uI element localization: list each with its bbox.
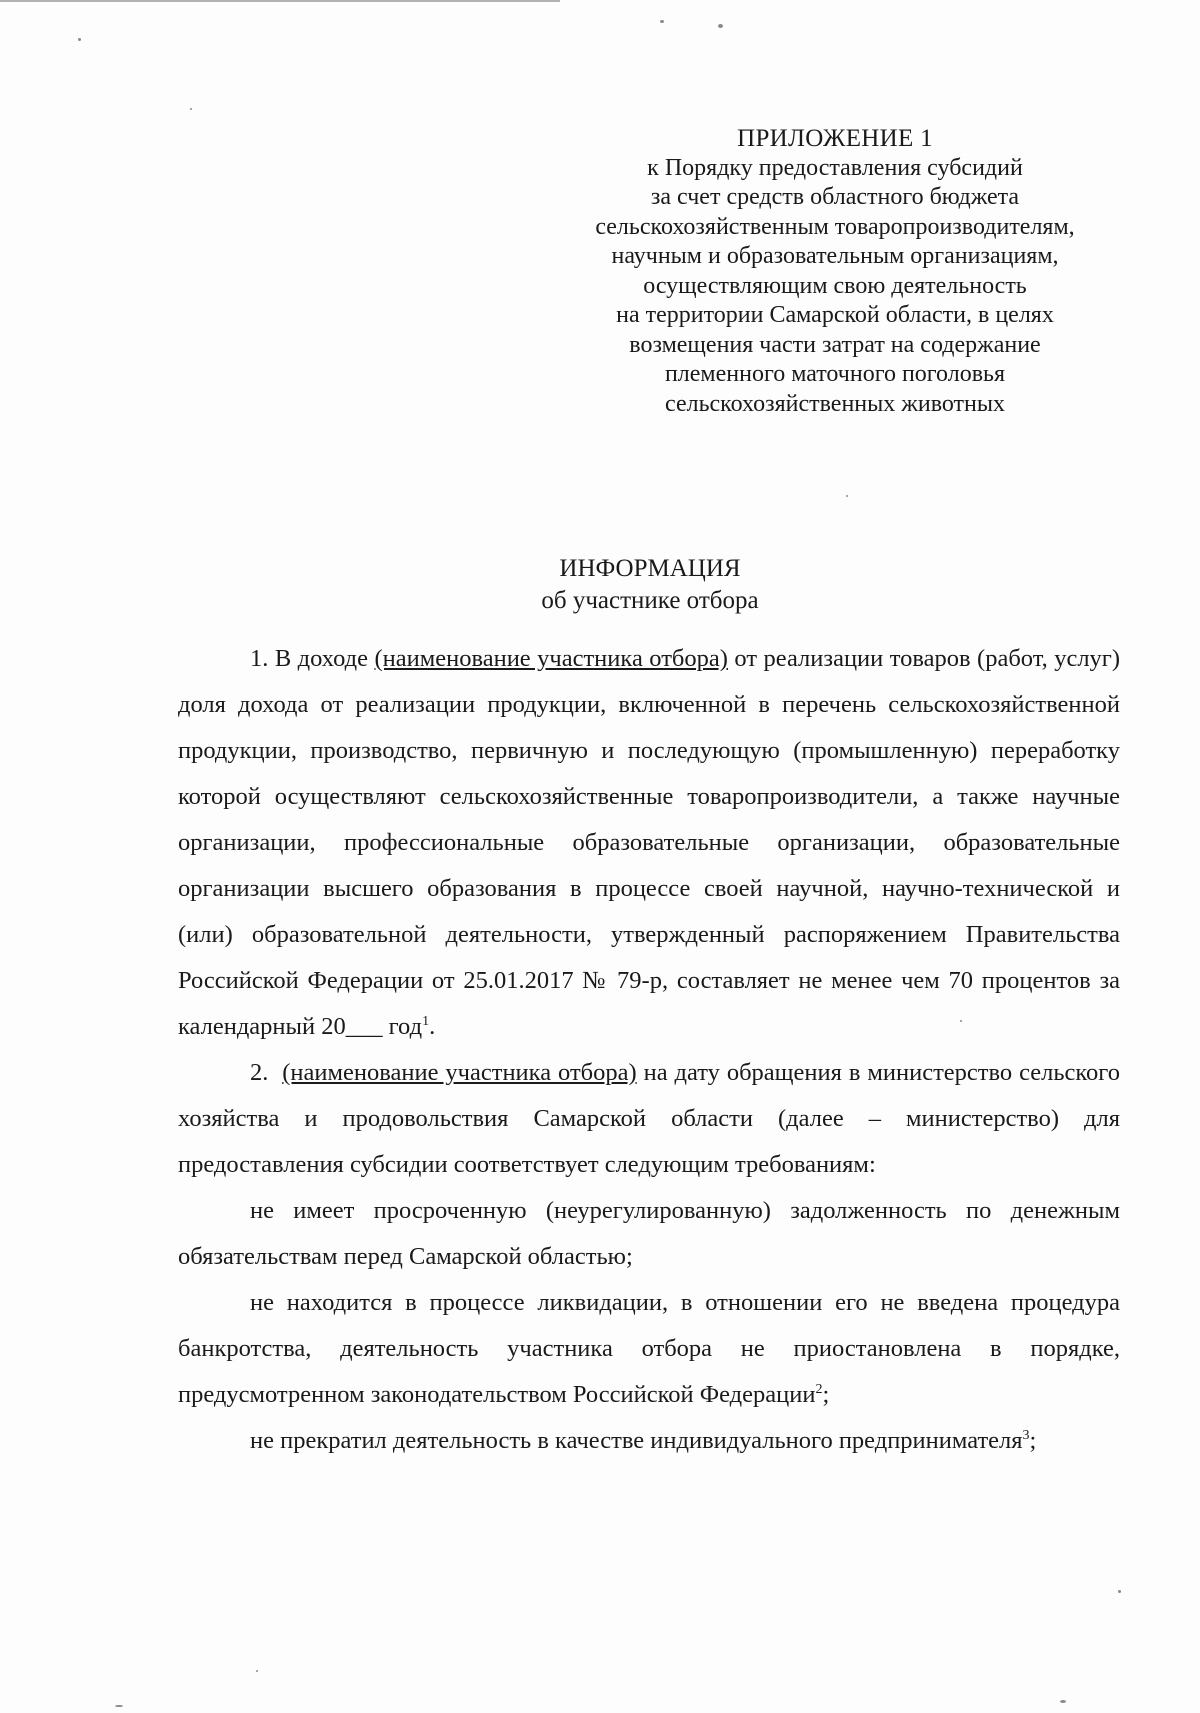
footnote-mark: 1 bbox=[422, 1013, 430, 1029]
paragraph-2 bbox=[178, 1050, 1120, 1188]
appendix-line: сельскохозяйственным товаропроизводителям, bbox=[595, 213, 1075, 240]
scan-speck bbox=[115, 1705, 123, 1707]
appendix-line: научным и образовательным организациям, bbox=[611, 243, 1059, 269]
paragraph-5 bbox=[178, 1418, 1120, 1464]
appendix-title: ПРИЛОЖЕНИЕ 1 bbox=[737, 125, 933, 152]
paragraph-text: от реализации товаров (работ, услуг) доля дохода от реализации продукции, включенной в перечень сельскохозяйственной продукции, производство, первичную и последующую (промышленную) переработку которой осуществляют сельскохозяйственные товаропроизводители, а также научные организации, профессиональные образовательные организации, образовательные организации высшего образования в процессе своей научной, научно-технической и (или) образовательной деятельности, утвержденный распоряжением Правительства Российской Федерации от 25.01.2017 № 79-р, составляет не менее чем 70 процентов за календарный 20___ год bbox=[178, 645, 1121, 1040]
heading-subtitle: об участнике отбора bbox=[541, 587, 759, 614]
scan-speck bbox=[256, 1670, 258, 1672]
appendix-line: на территории Самарской области, в целях bbox=[616, 302, 1054, 328]
scan-artifact-line bbox=[0, 0, 560, 2]
paragraph-text: не прекратил деятельность в качестве индивидуального предпринимателя bbox=[250, 1427, 1023, 1454]
appendix-line: за счет средств областного бюджета bbox=[650, 184, 1020, 210]
scan-speck bbox=[718, 24, 723, 28]
scan-speck bbox=[846, 495, 848, 497]
paragraph-4 bbox=[178, 1280, 1120, 1418]
footnote-mark: 2 bbox=[815, 1381, 823, 1397]
scan-speck bbox=[1118, 1590, 1121, 1593]
paragraph-number: 2. bbox=[250, 1059, 269, 1086]
paragraph-1 bbox=[178, 636, 1120, 1050]
paragraph-text: на дату обращения в министерство сельского хозяйства и продовольствия Самарской области (далее – министерство) для предоставления субсидии соответствует следующим требованиям: bbox=[178, 1059, 1120, 1178]
paragraph-3 bbox=[178, 1188, 1120, 1280]
appendix-line: к Порядку предоставления субсидий bbox=[647, 154, 1023, 181]
paragraph-text: не имеет просроченную (неурегулированную) задолженность по денежным обязательствам перед Самарской областью; bbox=[178, 1197, 1120, 1270]
appendix-line: сельскохозяйственных животных bbox=[665, 390, 1005, 417]
paragraph-number: 1. В доходе bbox=[250, 645, 368, 672]
document-heading bbox=[380, 553, 920, 617]
appendix-line: возмещения части затрат на содержание bbox=[629, 331, 1041, 358]
heading-title: ИНФОРМАЦИЯ bbox=[559, 555, 741, 582]
scan-speck bbox=[78, 38, 81, 41]
scan-speck bbox=[1060, 1700, 1066, 1703]
paragraph-end: ; bbox=[1029, 1427, 1037, 1454]
appendix-line: племенного маточного поголовья bbox=[664, 361, 1006, 387]
scan-speck bbox=[660, 20, 664, 23]
paragraph-end: ; bbox=[822, 1381, 830, 1408]
participant-name-placeholder: (наименование участника отбора) bbox=[374, 645, 728, 672]
appendix-line: осуществляющим свою деятельность bbox=[643, 272, 1027, 299]
paragraph-text: не находится в процессе ликвидации, в отношении его не введена процедура банкротства, деятельность участника отбора не приостановлена в порядке, предусмотренном законодательством Российской Федерации bbox=[178, 1289, 1120, 1408]
scan-speck bbox=[960, 1020, 962, 1022]
footnote-mark: 3 bbox=[1022, 1427, 1030, 1443]
paragraph-end: . bbox=[429, 1013, 436, 1040]
scan-speck bbox=[190, 108, 192, 110]
appendix-block bbox=[540, 124, 1130, 419]
document-body bbox=[178, 636, 1120, 1464]
participant-name-placeholder: (наименование участника отбора) bbox=[282, 1059, 637, 1086]
